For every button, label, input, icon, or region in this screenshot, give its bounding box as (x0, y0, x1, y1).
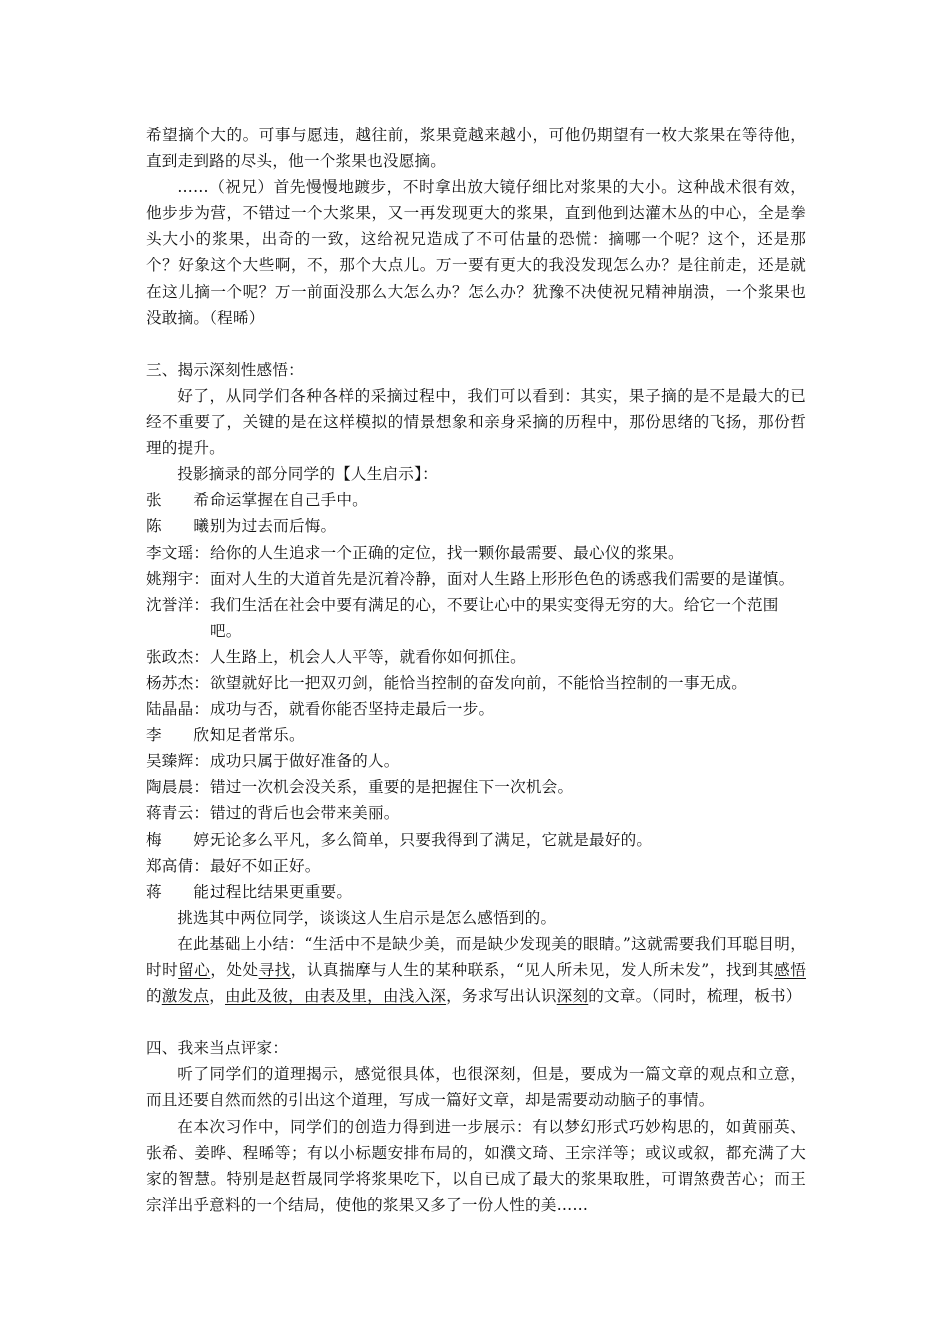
insight-entry (146, 774, 806, 800)
paragraph: 投影摘录的部分同学的【人生启示】： (177, 465, 438, 484)
insight-text: 面对人生的大道首先是沉着冷静，面对人生路上形形色色的诱惑我们需要的是谨慎。 (210, 569, 795, 588)
insight-text: 给你的人生追求一个正确的定位，找一颗你最需要、最心仪的浆果。 (210, 543, 684, 562)
insight-entry (146, 800, 806, 826)
section-heading: 四、我来当点评家： (146, 1039, 289, 1058)
student-name: 李文瑶： (146, 543, 210, 562)
insight-text: 我们生活在社会中要有满足的心，不要让心中的果实变得无穷的大。给它一个范围吧。 (210, 595, 779, 640)
student-name: 张 希： (146, 491, 225, 510)
student-name: 张政杰： (146, 647, 210, 666)
section-heading: 三、揭示深刻性感悟： (146, 360, 304, 379)
student-name: 吴臻辉： (146, 752, 210, 771)
summary-text: 的 (146, 987, 162, 1006)
student-name: 李 欣： (146, 726, 225, 745)
paragraph: ……（祝兄）首先慢慢地踱步，不时拿出放大镜仔细比对浆果的大小。这种战术很有效，他步步为营，不错过一个大浆果，又一再发现更大的浆果，直到他到达灌木丛的中心，全是拳头大小的浆果，出奇的一致，这给祝兄造成了不可估量的恐慌：摘哪一个呢？这个，还是那个？好象这个大些啊，不，那个大点儿。万一要有更大的我没发现怎么办？是往前走，还是就在这儿摘一个呢？万一前面没那么大怎么办？怎么办？犹豫不决使祝兄精神崩溃，一个浆果也没敢摘。（程晞） (146, 178, 806, 327)
student-name: 郑高倩： (146, 856, 210, 875)
insight-entry (146, 827, 806, 853)
insight-text: 错过的背后也会带来美丽。 (210, 804, 400, 823)
insight-text: 别为过去而后悔。 (210, 517, 337, 536)
summary-text: ， (209, 987, 225, 1006)
insight-text: 成功只属于做好准备的人。 (210, 752, 400, 771)
insight-text: 最好不如正好。 (210, 856, 321, 875)
insight-entry (146, 540, 806, 566)
paragraph: 听了同学们的道理揭示，感觉很具体，也很深刻，但是，要成为一篇文章的观点和立意，而且还要自然而然的引出这个道理，写成一篇好文章，却是需要动动脑子的事情。 (146, 1065, 806, 1110)
underlined-keyword: 感悟 (774, 961, 806, 979)
insight-entry (146, 879, 806, 905)
student-name: 杨苏杰： (146, 673, 210, 692)
paragraph: 好了，从同学们各种各样的采摘过程中，我们可以看到：其实，果子摘的是不是最大的已经不重要了，关键的是在这样模拟的情景想象和亲身采摘的历程中，那份思绪的飞扬，那份哲理的提升。 (146, 386, 806, 458)
insight-entry (146, 722, 806, 748)
student-name: 蒋青云： (146, 804, 210, 823)
student-name: 蒋 能： (146, 882, 225, 901)
student-name: 姚翔宇： (146, 569, 210, 588)
summary-text: ，务求写出认识 (446, 987, 557, 1006)
insight-list (146, 487, 806, 905)
summary-text: 在此基础上小结：“生活中不是缺少美，而是缺少发现美的眼睛。”这就需要我们耳聪目明，时时 (146, 934, 806, 979)
underlined-keyword: 寻找 (258, 961, 291, 979)
paragraph: 在本次习作中，同学们的创造力得到进一步展示：有以梦幻形式巧妙构思的，如黄丽英、张希、姜晔、程晞等；有以小标题安排布局的，如濮文琦、王宗洋等；或议或叙，都充满了大家的智慧。特别是赵哲晟同学将浆果吃下，以自已成了最大的浆果取胜，可谓煞费苦心；而王宗洋出乎意料的一个结局，使他的浆果又多了一份人性的美…… (146, 1117, 806, 1214)
insight-entry (146, 853, 806, 879)
insight-entry (146, 748, 806, 774)
insight-entry (146, 670, 806, 696)
underlined-keyword: 激发点 (161, 987, 210, 1006)
insight-entry (146, 592, 806, 644)
insight-text: 成功与否，就看你能否坚持走最后一步。 (210, 700, 495, 719)
summary-text: 的文章。（同时，梳理，板书） (588, 987, 802, 1006)
insight-text: 欲望就好比一把双刃剑，能恰当控制的奋发向前，不能恰当控制的一事无成。 (210, 673, 747, 692)
student-name: 梅 婷： (146, 830, 225, 849)
underlined-keyword: 深刻 (556, 987, 589, 1006)
insight-text: 无论多么平凡，多么简单，只要我得到了满足，它就是最好的。 (210, 830, 653, 849)
paragraph: 挑选其中两位同学，谈谈这人生启示是怎么感悟到的。 (177, 908, 557, 927)
summary-paragraph (146, 931, 806, 1009)
insight-text: 错过一次机会没关系，重要的是把握住下一次机会。 (210, 778, 574, 797)
student-name: 沈誉洋： (146, 595, 210, 614)
insight-text: 过程比结果更重要。 (210, 882, 353, 901)
insight-entry (146, 644, 806, 670)
insight-entry (146, 513, 806, 539)
insight-entry (146, 487, 806, 513)
document-page (146, 122, 806, 1218)
student-name: 陆晶晶： (146, 700, 210, 719)
insight-entry (146, 696, 806, 722)
summary-text: ，处处 (210, 961, 259, 979)
insight-text: 人生路上，机会人人平等，就看你如何抓住。 (210, 647, 526, 666)
insight-entry (146, 566, 806, 592)
student-name: 陶晨晨： (146, 778, 210, 797)
underlined-keyword: 留心 (178, 961, 211, 979)
summary-text: ，认真揣摩与人生的某种联系，“见人所未见，发人所未发”，找到其 (290, 961, 775, 979)
paragraph: 希望摘个大的。可事与愿违，越往前，浆果竟越来越小，可他仍期望有一枚大浆果在等待他，直到走到路的尽头，他一个浆果也没愿摘。 (146, 126, 806, 171)
blank-line (146, 1009, 806, 1035)
insight-text: 命运掌握在自己手中。 (210, 491, 368, 510)
insight-text: 知足者常乐。 (210, 726, 305, 745)
student-name: 陈 曦： (146, 517, 225, 536)
blank-line (146, 331, 806, 357)
underlined-keyword: 由此及彼，由表及里，由浅入深 (224, 987, 447, 1006)
